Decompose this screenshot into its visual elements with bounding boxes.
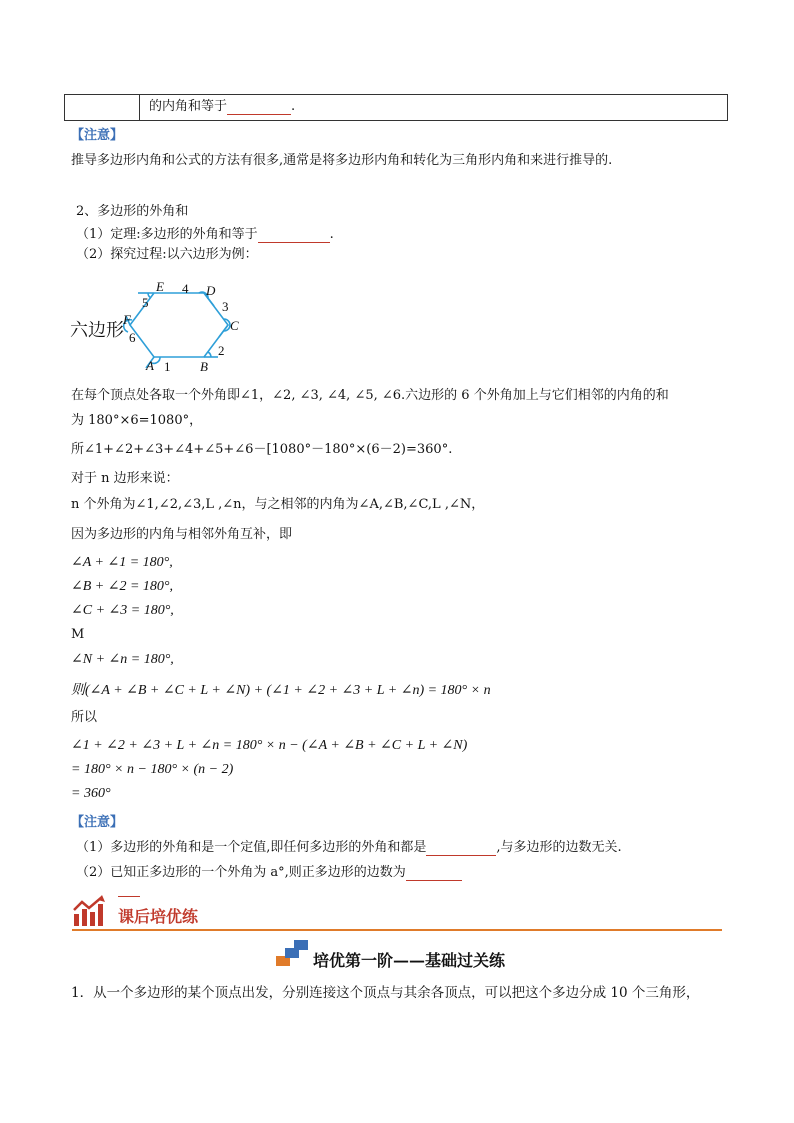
angle-number: 5: [142, 295, 149, 310]
question-text: 1．从一个多边形的某个顶点出发，分别连接这个顶点与其余各顶点，可以把这个多边分成 10 个三角形，: [71, 985, 700, 1001]
equation-line: M: [71, 627, 85, 642]
vertex-label: C: [230, 318, 239, 333]
theorem-end: .: [329, 227, 334, 242]
equation-line: 则(∠A + ∠B + ∠C + L + ∠N) + (∠1 + ∠2 + ∠3 + L + ∠n) = 180° × n: [71, 683, 491, 698]
explore-line: （2）探究过程:以六边形为例：: [76, 247, 258, 262]
equation-line: ∠N + ∠n = 180°,: [71, 652, 174, 667]
answer-blank[interactable]: [426, 842, 496, 856]
answer-blank[interactable]: [227, 101, 291, 115]
equation-line: ∠A + ∠1 = 180°,: [71, 555, 173, 570]
note-item-text: （2）已知正多边形的一个外角为 a°,则正多边形的边数为: [76, 865, 406, 880]
hexagon-diagram: [68, 278, 268, 378]
answer-blank[interactable]: [258, 229, 330, 243]
angle-number: 6: [129, 330, 136, 345]
note-label: 【注意】: [71, 128, 124, 143]
theorem-text: （1）定理:多边形的外角和等于: [76, 227, 258, 242]
vertex-label: E: [156, 279, 164, 294]
section-title: 2、多边形的外角和: [76, 204, 189, 219]
note-item-end: ,与多边形的边数无关.: [496, 840, 622, 855]
body-paragraph: 对于 n 边形来说：: [71, 471, 179, 486]
table-row: [64, 94, 728, 121]
angle-number: 1: [164, 359, 171, 374]
equation-line: ∠B + ∠2 = 180°,: [71, 579, 174, 594]
body-paragraph: 在每个顶点处各取一个外角即∠1，∠2, ∠3, ∠4, ∠5, ∠6.六边形的 6 个外角加上与它们相邻的内角的和: [71, 388, 669, 403]
angle-number: 2: [218, 343, 225, 358]
note-item: [76, 865, 462, 881]
equation-line: = 180° × n − 180° × (n − 2): [71, 762, 234, 777]
equation-line: = 360°: [71, 786, 111, 801]
equation-line: ∠C + ∠3 = 180°,: [71, 603, 174, 618]
equation-line: ∠1 + ∠2 + ∠3 + L + ∠n = 180° × n − (∠A + ∠B + ∠C + L + ∠N): [71, 738, 468, 753]
figure-label: 六边形: [70, 320, 124, 341]
vertex-label: D: [206, 283, 216, 298]
growth-chart-icon: [72, 894, 106, 928]
note-label: 【注意】: [71, 815, 124, 830]
note-item: [76, 840, 622, 856]
body-paragraph: 因为多边形的内角与相邻外角互补，即: [71, 527, 293, 542]
table-row-end: .: [291, 99, 296, 114]
table-row-text: 的内角和等于: [149, 99, 228, 114]
body-paragraph: 所以: [71, 710, 98, 725]
table-divider: [139, 95, 140, 120]
body-paragraph: 为 180°×6=1080°，: [71, 413, 203, 428]
angle-number: 4: [182, 281, 189, 296]
heading-accent-line: [118, 896, 140, 897]
vertex-label: F: [123, 312, 131, 327]
stairs-icon: [276, 938, 310, 968]
hexagon-figure: [68, 278, 268, 378]
stage-title: 培优第一阶——基础过关练: [313, 951, 506, 970]
body-paragraph: 所∠1+∠2+∠3+∠4+∠5+∠6－[1080°－180°×(6－2)=360°.: [71, 442, 453, 457]
body-paragraph: n 个外角为∠1,∠2,∠3,L ,∠n，与之相邻的内角为∠A,∠B,∠C,L ,∠N，: [71, 497, 485, 512]
answer-blank[interactable]: [406, 867, 462, 881]
vertex-label: B: [200, 359, 208, 374]
vertex-label: A: [146, 358, 154, 373]
table-cell-text: [149, 99, 295, 115]
section-heading: 课后培优练: [118, 907, 199, 926]
theorem-line: [76, 227, 334, 243]
note-item-text: （1）多边形的外角和是一个定值,即任何多边形的外角和都是: [76, 840, 427, 855]
angle-number: 3: [222, 299, 229, 314]
section-divider: [72, 929, 722, 931]
note-text: 推导多边形内角和公式的方法有很多,通常是将多边形内角和转化为三角形内角和来进行推导的.: [71, 153, 613, 168]
